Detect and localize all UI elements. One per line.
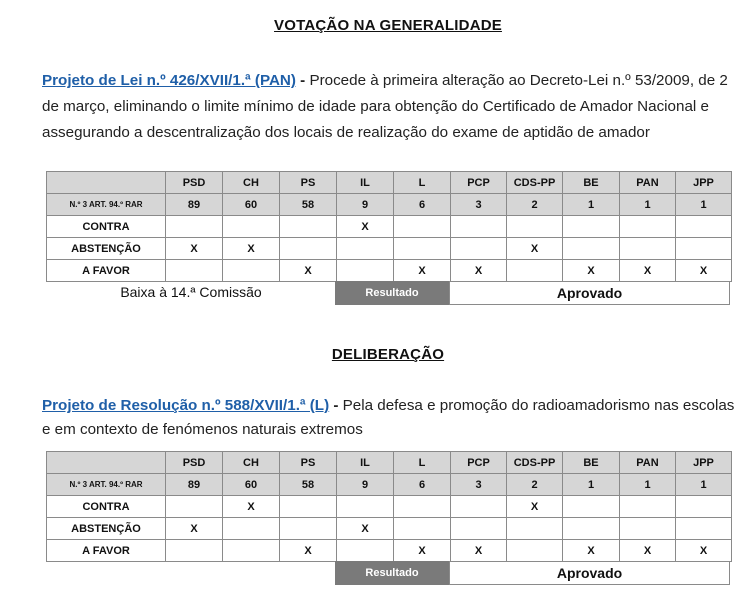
vote-cell — [280, 238, 337, 260]
vote-cell — [223, 540, 280, 562]
vote-row-a-favor — [47, 540, 732, 562]
vote-cell — [337, 540, 394, 562]
rar-value: 60 — [223, 474, 280, 496]
vote-cell — [620, 238, 676, 260]
party-be: BE — [563, 172, 620, 194]
section2-result-bar — [46, 561, 730, 585]
vote-cell: X — [620, 540, 676, 562]
vote-cell: X — [223, 238, 280, 260]
section2-description: Pela defesa e promoção do radioamadorismo nas escolas e em contexto de fenómenos naturais extremos — [42, 397, 735, 438]
vote-cell: X — [563, 540, 620, 562]
result-value: Aprovado — [449, 281, 730, 305]
section1-description: Procede à primeira alteração ao Decreto-Lei n.º 53/2009, de 2 de março, eliminando o limite mínimo de idade para obtenção do Certificado de Amador Nacional e assegurando a descentralização dos locais de realização do exame de aptidão de amador — [42, 72, 728, 141]
party-pcp: PCP — [451, 452, 507, 474]
vote-cell: X — [563, 260, 620, 282]
result-value: Aprovado — [449, 561, 730, 585]
rar-value: 1 — [676, 474, 732, 496]
vote-cell — [394, 518, 451, 540]
rar-value: 9 — [337, 474, 394, 496]
party-pcp: PCP — [451, 172, 507, 194]
vote-cell: X — [166, 518, 223, 540]
vote-cell — [166, 540, 223, 562]
rar-value: 1 — [620, 194, 676, 216]
vote-cell — [563, 216, 620, 238]
rar-value: 60 — [223, 194, 280, 216]
vote-cell: X — [507, 238, 563, 260]
vote-row-contra — [47, 496, 732, 518]
vote-cell: X — [223, 496, 280, 518]
rar-value: 1 — [563, 474, 620, 496]
vote-cell: X — [337, 518, 394, 540]
vote-cell: X — [337, 216, 394, 238]
section2-paragraph — [42, 394, 747, 442]
rar-value: 58 — [280, 194, 337, 216]
section2-separator: - — [329, 397, 343, 414]
party-psd: PSD — [166, 172, 223, 194]
vote-cell — [223, 260, 280, 282]
vote-cell — [394, 238, 451, 260]
section1-paragraph — [42, 68, 747, 146]
vote-row-label: CONTRA — [47, 216, 166, 238]
party-il: IL — [337, 172, 394, 194]
vote-cell — [451, 496, 507, 518]
vote-row-label: A FAVOR — [47, 540, 166, 562]
committee-note: Baixa à 14.ª Comissão — [120, 284, 262, 300]
table-corner — [47, 172, 166, 194]
section1-bill-link[interactable]: Projeto de Lei n.º 426/XVII/1.ª (PAN) — [42, 72, 296, 89]
vote-row-contra — [47, 216, 732, 238]
vote-cell: X — [451, 260, 507, 282]
vote-row-abstencao — [47, 238, 732, 260]
rar-label: N.º 3 ART. 94.º RAR — [47, 474, 166, 496]
vote-cell — [394, 496, 451, 518]
section1-vote-table — [46, 171, 732, 282]
party-l: L — [394, 172, 451, 194]
rar-value: 6 — [394, 194, 451, 216]
vote-cell — [451, 518, 507, 540]
vote-cell — [676, 216, 732, 238]
vote-row-a-favor — [47, 260, 732, 282]
vote-row-label: ABSTENÇÃO — [47, 238, 166, 260]
rar-row — [47, 194, 732, 216]
party-il: IL — [337, 452, 394, 474]
rar-value: 58 — [280, 474, 337, 496]
vote-cell: X — [394, 540, 451, 562]
vote-cell — [166, 216, 223, 238]
vote-cell: X — [676, 260, 732, 282]
vote-cell: X — [166, 238, 223, 260]
vote-cell — [563, 496, 620, 518]
party-ch: CH — [223, 172, 280, 194]
vote-cell — [280, 518, 337, 540]
party-pan: PAN — [620, 452, 676, 474]
vote-cell — [394, 216, 451, 238]
section2-resolution-link[interactable]: Projeto de Resolução n.º 588/XVII/1.ª (L) — [42, 397, 330, 414]
vote-cell — [620, 496, 676, 518]
vote-row-label: CONTRA — [47, 496, 166, 518]
rar-value: 2 — [507, 194, 563, 216]
vote-cell — [337, 260, 394, 282]
party-header-row — [47, 452, 732, 474]
vote-cell: X — [280, 540, 337, 562]
party-pan: PAN — [620, 172, 676, 194]
rar-value: 9 — [337, 194, 394, 216]
vote-cell — [451, 238, 507, 260]
result-label: Resultado — [335, 561, 449, 585]
section1-result-bar — [46, 281, 730, 305]
rar-value: 1 — [676, 194, 732, 216]
vote-cell — [337, 238, 394, 260]
vote-cell — [507, 260, 563, 282]
vote-cell: X — [280, 260, 337, 282]
vote-cell: X — [676, 540, 732, 562]
vote-cell — [223, 518, 280, 540]
rar-value: 89 — [166, 194, 223, 216]
party-cds-pp: CDS-PP — [507, 172, 563, 194]
party-jpp: JPP — [676, 172, 732, 194]
vote-cell — [620, 518, 676, 540]
party-l: L — [394, 452, 451, 474]
vote-cell — [337, 496, 394, 518]
vote-cell — [620, 216, 676, 238]
rar-value: 2 — [507, 474, 563, 496]
party-psd: PSD — [166, 452, 223, 474]
table-corner — [47, 452, 166, 474]
vote-cell — [280, 216, 337, 238]
rar-value: 3 — [451, 474, 507, 496]
vote-cell — [223, 216, 280, 238]
vote-cell — [676, 496, 732, 518]
party-ch: CH — [223, 452, 280, 474]
rar-label: N.º 3 ART. 94.º RAR — [47, 194, 166, 216]
vote-cell — [451, 216, 507, 238]
vote-cell — [563, 518, 620, 540]
rar-row — [47, 474, 732, 496]
party-jpp: JPP — [676, 452, 732, 474]
vote-cell: X — [620, 260, 676, 282]
vote-cell — [676, 518, 732, 540]
vote-cell — [507, 216, 563, 238]
rar-value: 89 — [166, 474, 223, 496]
vote-cell — [166, 260, 223, 282]
vote-cell — [507, 540, 563, 562]
vote-cell — [507, 518, 563, 540]
rar-value: 6 — [394, 474, 451, 496]
section2-heading: DELIBERAÇÃO — [331, 346, 445, 363]
rar-value: 3 — [451, 194, 507, 216]
party-cds-pp: CDS-PP — [507, 452, 563, 474]
vote-cell — [563, 238, 620, 260]
vote-cell: X — [507, 496, 563, 518]
vote-cell — [676, 238, 732, 260]
rar-value: 1 — [620, 474, 676, 496]
vote-row-abstencao — [47, 518, 732, 540]
party-be: BE — [563, 452, 620, 474]
result-label: Resultado — [335, 281, 449, 305]
section2-vote-table — [46, 451, 732, 562]
vote-cell: X — [394, 260, 451, 282]
vote-cell — [166, 496, 223, 518]
party-header-row — [47, 172, 732, 194]
section1-separator: - — [295, 72, 310, 89]
rar-value: 1 — [563, 194, 620, 216]
party-ps: PS — [280, 452, 337, 474]
vote-row-label: A FAVOR — [47, 260, 166, 282]
vote-row-label: ABSTENÇÃO — [47, 518, 166, 540]
section1-heading: VOTAÇÃO NA GENERALIDADE — [274, 17, 502, 34]
vote-cell: X — [451, 540, 507, 562]
vote-cell — [280, 496, 337, 518]
party-ps: PS — [280, 172, 337, 194]
